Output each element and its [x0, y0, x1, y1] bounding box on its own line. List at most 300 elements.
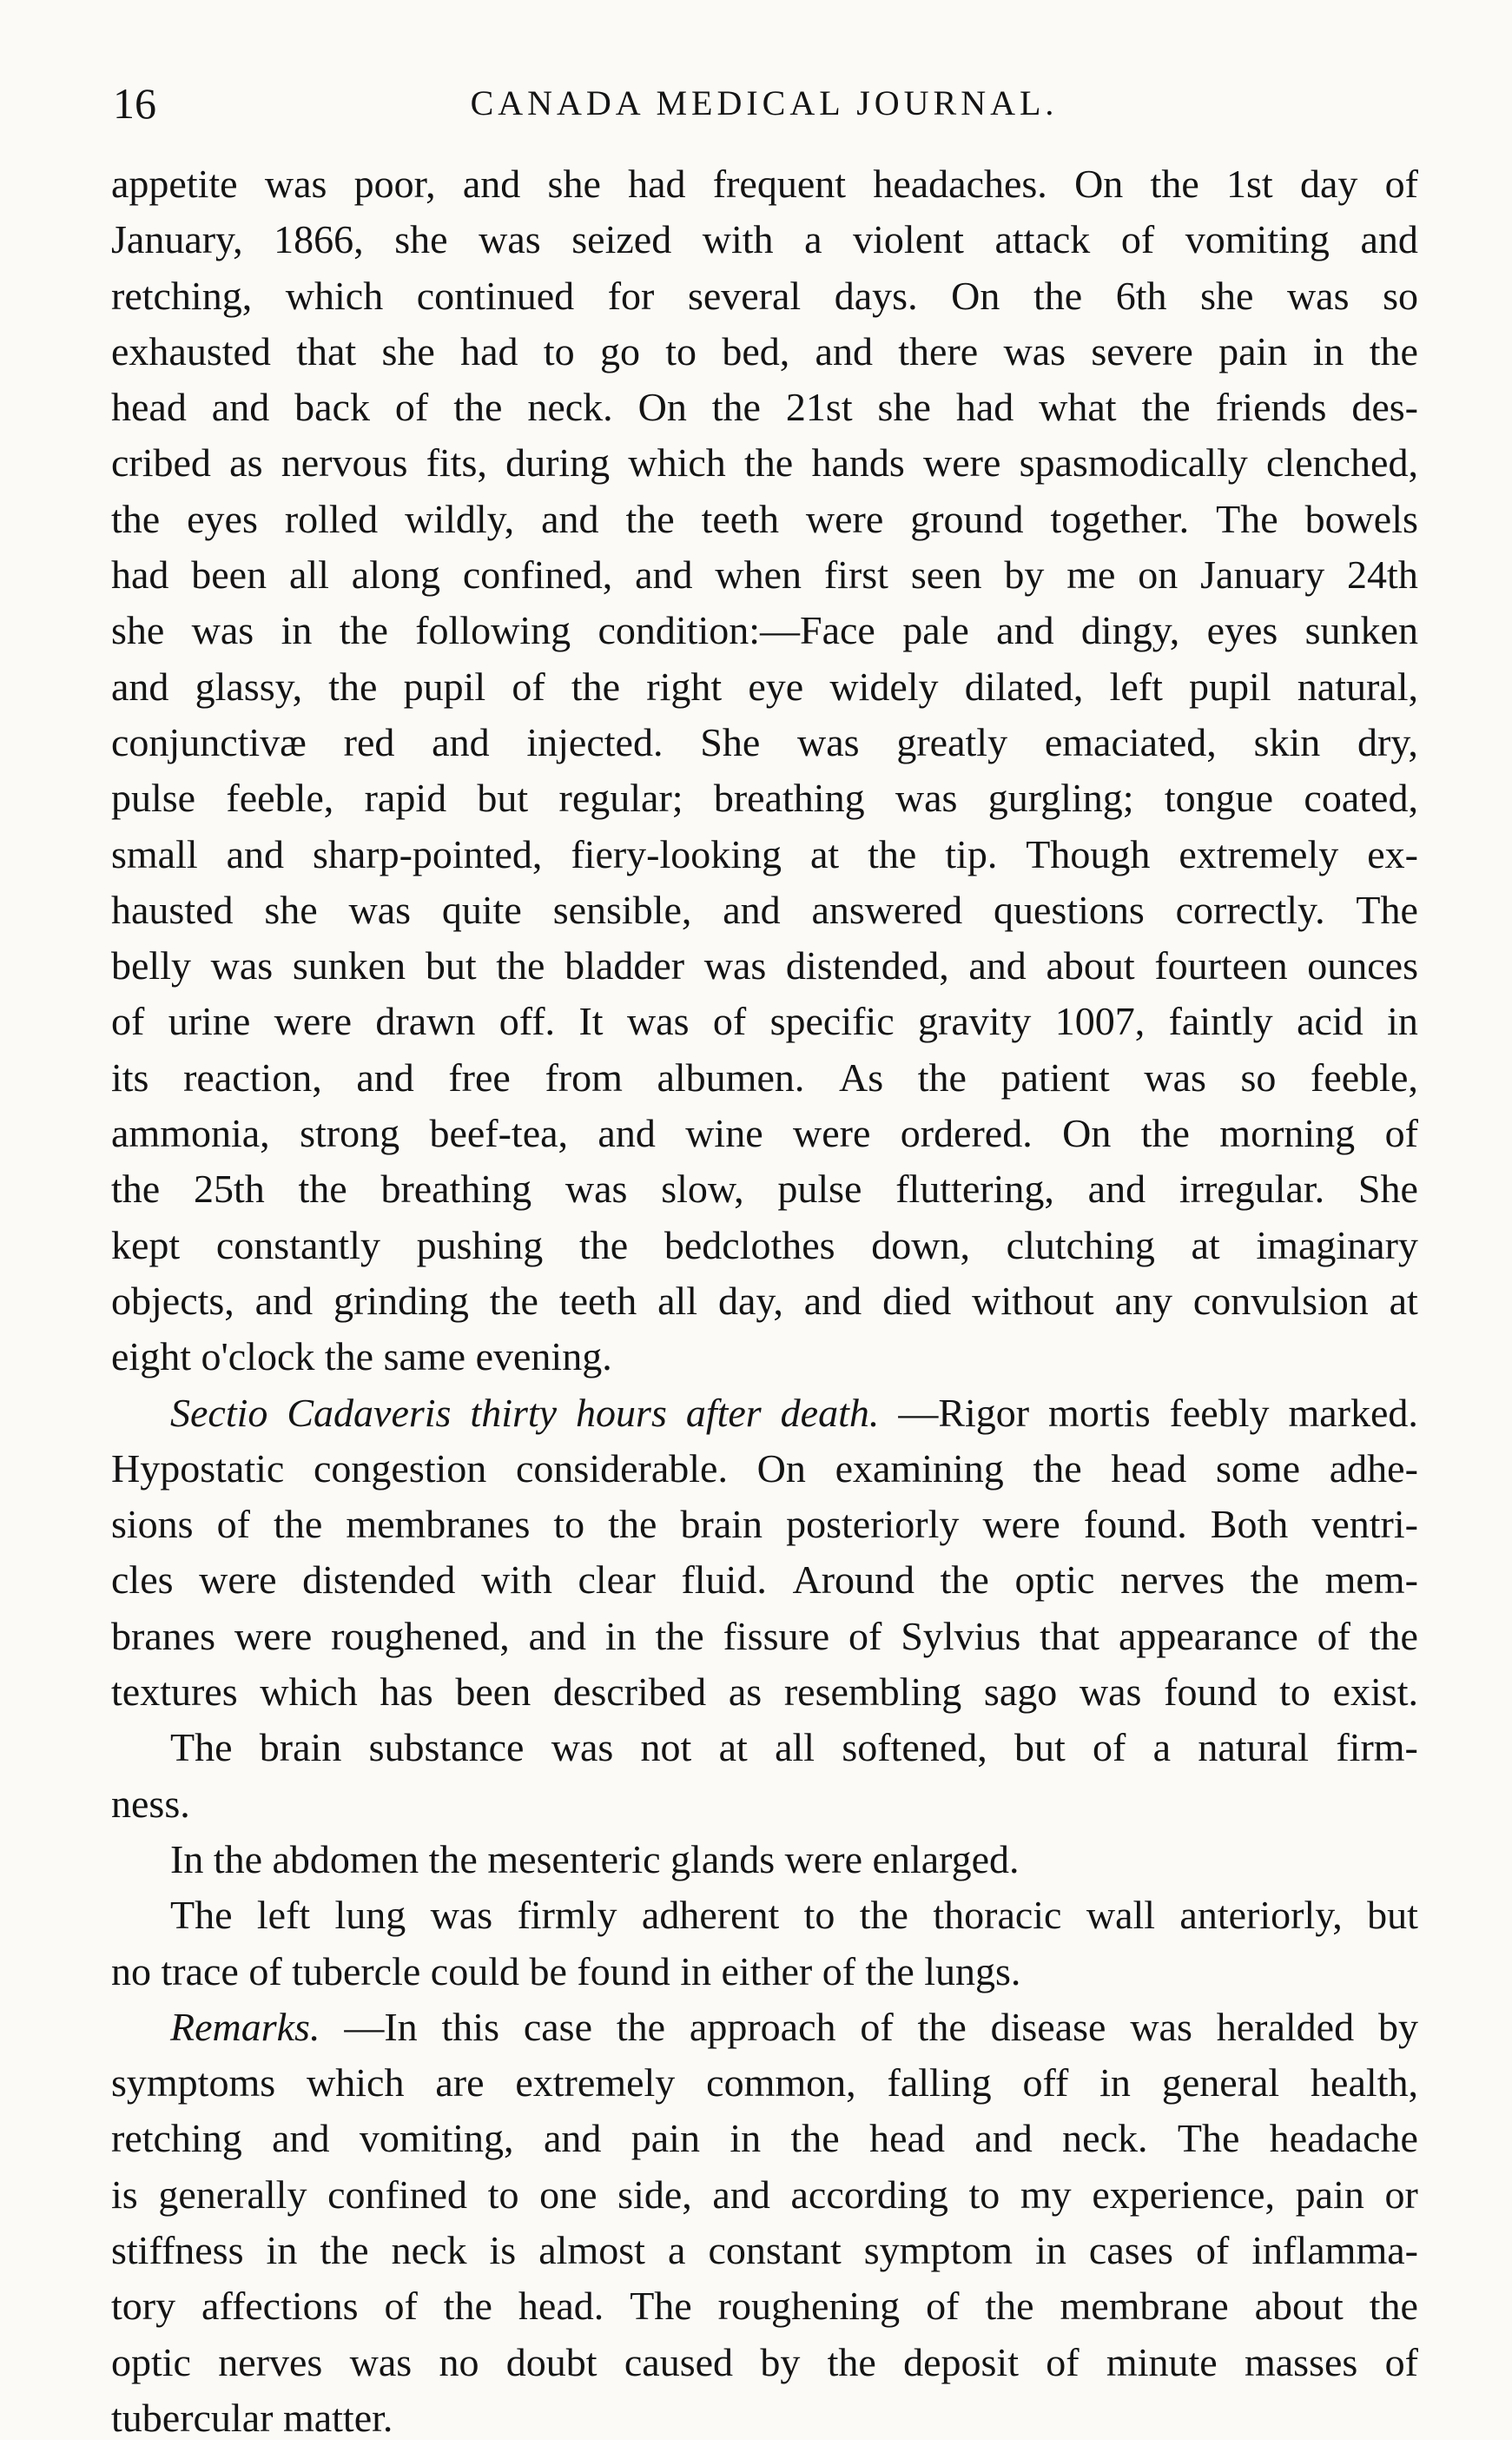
word: The [170, 1725, 233, 1770]
word: anteriorly, [1179, 1893, 1343, 1938]
word: in [1312, 328, 1344, 374]
word: feeble, [226, 776, 334, 821]
word: was [797, 719, 860, 764]
word: to [543, 328, 575, 374]
word: that [1040, 1613, 1100, 1658]
word: was [210, 943, 274, 988]
word: brain [259, 1725, 342, 1770]
word: the [790, 2116, 840, 2161]
word: symptom [863, 2227, 1014, 2272]
word: in [281, 608, 313, 653]
word: On [1074, 162, 1124, 206]
word: was [565, 1167, 628, 1212]
word: morning [1219, 1111, 1356, 1156]
word: wall [1086, 1893, 1156, 1938]
text-line [111, 1106, 1418, 1161]
text-line [111, 324, 1418, 380]
word: is [489, 2227, 517, 2272]
word: breathing [713, 776, 865, 821]
word: has [380, 1669, 433, 1715]
word: membranes [346, 1502, 531, 1547]
word: and [1087, 1167, 1146, 1212]
word: the [496, 943, 545, 988]
word: me [1066, 552, 1116, 598]
word: the [616, 2004, 666, 2049]
word: pulse [111, 776, 196, 821]
word: affections [201, 2284, 359, 2329]
word: about [1046, 943, 1135, 988]
word: she [381, 328, 435, 374]
word: the [274, 1502, 323, 1547]
word: right [646, 664, 723, 709]
word: masses [1244, 2339, 1358, 2384]
word: and [712, 2172, 770, 2217]
word: vomiting [1185, 217, 1330, 262]
word: the [744, 440, 794, 486]
word: headaches. [873, 162, 1047, 206]
word: belly [111, 943, 191, 988]
word: is [111, 2172, 138, 2217]
word: It [578, 999, 604, 1044]
word: teeth [558, 1278, 637, 1323]
text-line [111, 1218, 1418, 1273]
word: was [1144, 1054, 1206, 1100]
text-line [111, 827, 1418, 883]
word: disease [990, 2004, 1106, 2049]
word: the [320, 2227, 369, 2272]
word: textures [111, 1669, 238, 1715]
page-number: 16 [113, 79, 156, 128]
text-line [111, 2390, 1418, 2446]
word: and [635, 552, 693, 598]
word: and [528, 1613, 587, 1658]
word: sions [111, 1502, 194, 1547]
word: were [982, 1502, 1060, 1547]
text-run: In the abdomen the mesenteric glands were enlarged. [170, 1836, 1020, 1881]
word: the [625, 496, 675, 541]
word: in [604, 1613, 637, 1658]
text-line [111, 2055, 1418, 2111]
word: of [394, 385, 429, 430]
word: stiffness [111, 2227, 244, 2272]
word: pain [1295, 2172, 1364, 2217]
word: which [260, 1669, 358, 1715]
text-line [111, 770, 1418, 826]
word: ounces [1307, 943, 1418, 988]
word: and [543, 2116, 602, 2161]
word: bed, [722, 328, 790, 374]
text-line [111, 2335, 1418, 2390]
word: by [1377, 2004, 1418, 2049]
word: was [264, 162, 327, 206]
word: the [298, 1167, 347, 1212]
word: some [1215, 1445, 1301, 1491]
word: beef-tea, [429, 1111, 569, 1156]
word: had [111, 552, 169, 598]
word: at [1389, 1278, 1418, 1323]
word: were [793, 1111, 871, 1156]
word: 1st [1226, 162, 1273, 206]
text-line [111, 1609, 1418, 1664]
word: back [294, 385, 370, 430]
word: 6th [1115, 273, 1167, 318]
word: pushing [416, 1222, 544, 1267]
word: first [823, 552, 888, 598]
word: there [898, 328, 979, 374]
word: she [111, 608, 165, 653]
word: as [728, 1669, 763, 1715]
word: small [111, 831, 198, 876]
word: or [1384, 2172, 1418, 2217]
word: examining [835, 1445, 1004, 1491]
word: of [926, 2284, 960, 2329]
word: the [453, 385, 503, 430]
text-line [111, 212, 1418, 268]
word: the [1140, 1111, 1190, 1156]
word: day, [717, 1278, 783, 1323]
word: any [1114, 1278, 1172, 1323]
word: dingy, [1080, 608, 1180, 653]
word: softened, [842, 1725, 987, 1770]
word: thoracic [933, 1893, 1062, 1938]
word: according [790, 2172, 948, 2217]
word: the [328, 664, 378, 709]
word: she [394, 217, 448, 262]
text-line [111, 938, 1418, 994]
word: substance [368, 1725, 525, 1770]
word: ex- [1367, 831, 1418, 876]
word: injected. [526, 719, 664, 764]
text-line [111, 1832, 1418, 1887]
word: the [111, 1167, 161, 1212]
word: natural, [1297, 664, 1418, 709]
word: days. [834, 273, 918, 318]
word: lung [334, 1893, 406, 1938]
word: bowels [1304, 496, 1418, 541]
word: poor, [353, 162, 436, 206]
word: experience, [1092, 2172, 1276, 2217]
word: tongue [1164, 776, 1274, 821]
word: in [266, 2227, 298, 2272]
word: marked. [1288, 1390, 1418, 1435]
word: of [860, 2004, 894, 2049]
word: January, [111, 217, 243, 262]
word: were [923, 440, 1001, 486]
page-header [87, 73, 1442, 134]
word: sensible, [552, 887, 692, 932]
word: with [481, 1557, 552, 1603]
word: off [1022, 2060, 1069, 2106]
word: almost [538, 2227, 645, 2272]
word: As [839, 1054, 884, 1100]
word: of [384, 2284, 418, 2329]
text-line [111, 2000, 1418, 2055]
text-line [111, 715, 1418, 770]
word: pain [1218, 328, 1288, 374]
word: The [1177, 2116, 1240, 2161]
word: a [667, 2227, 686, 2272]
word: retching, [111, 273, 253, 318]
word: in [1099, 2060, 1131, 2106]
word: were [274, 999, 352, 1044]
word: clutching [1006, 1222, 1155, 1267]
word: hours [576, 1390, 667, 1435]
word: retching [111, 2116, 242, 2161]
text-run: ness. [111, 1781, 190, 1826]
word: was [348, 887, 412, 932]
word: 24th [1347, 552, 1418, 598]
word: at [1191, 1222, 1220, 1267]
word: was [349, 2339, 413, 2384]
word: of [1384, 162, 1418, 206]
word: and [723, 887, 781, 932]
word: left [1109, 664, 1163, 709]
word: slow, [661, 1167, 744, 1212]
word: to [968, 2172, 1000, 2217]
word: fits, [426, 440, 487, 486]
word: of [216, 1502, 250, 1547]
word: resembling [783, 1669, 962, 1715]
word: greatly [896, 719, 1008, 764]
word: without [972, 1278, 1094, 1323]
word: violent [853, 217, 964, 262]
word: was [551, 1725, 614, 1770]
word: been [455, 1669, 532, 1715]
word: the [443, 2284, 492, 2329]
word: with [702, 217, 774, 262]
word: continued [416, 273, 575, 318]
word: answered [811, 887, 963, 932]
text-run: eight o'clock the same evening. [111, 1334, 612, 1379]
text-line [111, 1720, 1418, 1775]
word: Sectio [170, 1390, 268, 1435]
word: imaginary [1256, 1222, 1418, 1267]
word: fiery-looking [571, 831, 782, 876]
word: dry, [1357, 719, 1418, 764]
text-line [111, 1887, 1418, 1943]
word: sunken [1304, 608, 1418, 653]
word: been [191, 552, 267, 598]
word: kept [111, 1222, 181, 1267]
word: to [1279, 1669, 1311, 1715]
text-line [111, 492, 1418, 547]
word: irregular. [1179, 1167, 1325, 1212]
word: and [226, 831, 285, 876]
word: the [711, 385, 761, 430]
word: correctly. [1175, 887, 1325, 932]
word: doubt [505, 2339, 598, 2384]
word: acid [1297, 999, 1363, 1044]
word: when [715, 552, 802, 598]
word: sharp-pointed, [312, 831, 543, 876]
word: had [955, 385, 1014, 430]
text-line [111, 1050, 1418, 1106]
word: clenched, [1266, 440, 1418, 486]
word: teeth [701, 496, 779, 541]
word: at [810, 831, 840, 876]
word: cles [111, 1557, 174, 1603]
word: nerves [218, 2339, 323, 2384]
word: Though [1026, 831, 1151, 876]
word: condition:—Face [598, 608, 875, 653]
word: On [1062, 1111, 1112, 1156]
word: and [996, 608, 1054, 653]
word: several [687, 273, 802, 318]
word: congestion [314, 1445, 487, 1491]
word: neck. [1062, 2116, 1148, 2161]
word: hausted [111, 887, 234, 932]
word: head [869, 2116, 945, 2161]
word: optic [111, 2339, 191, 2384]
word: and [803, 1278, 862, 1323]
word: 21st [785, 385, 853, 430]
word: had [460, 328, 518, 374]
word: as [229, 440, 263, 486]
text-run: no trace of tubercle could be found in either of the lungs. [111, 1948, 1021, 1993]
word: considerable. [516, 1445, 728, 1491]
word: grinding [333, 1278, 469, 1323]
word: gurgling; [987, 776, 1134, 821]
word: natural [1198, 1725, 1310, 1770]
text-line [111, 435, 1418, 491]
word: was [895, 776, 958, 821]
text-line [111, 659, 1418, 715]
word: Hypostatic [111, 1445, 285, 1491]
word: not [640, 1725, 692, 1770]
word: found. [1083, 1502, 1187, 1547]
word: but [477, 776, 529, 821]
word: and [356, 1054, 414, 1100]
word: mem- [1324, 1557, 1418, 1603]
word: its [111, 1054, 149, 1100]
word: was [479, 217, 541, 262]
word: for [607, 273, 655, 318]
word: of [848, 1613, 882, 1658]
word: had [628, 162, 686, 206]
word: spasmodically [1019, 440, 1248, 486]
word: appearance [1118, 1613, 1298, 1658]
word: Both [1210, 1502, 1289, 1547]
text-line [111, 603, 1418, 658]
word: roughening [717, 2284, 901, 2329]
text-line [111, 1385, 1418, 1441]
word: in [1387, 999, 1418, 1044]
word: the [1141, 385, 1191, 430]
word: the [571, 664, 621, 709]
word: all [775, 1725, 815, 1770]
word: quite [441, 887, 522, 932]
word: widely [829, 664, 939, 709]
word: the [339, 608, 388, 653]
word: patient [1000, 1054, 1110, 1100]
word: On [951, 273, 1000, 318]
word: —In [344, 2004, 418, 2049]
word: to [553, 1502, 585, 1547]
word: coated, [1304, 776, 1418, 821]
word: breathing [380, 1167, 532, 1212]
word: at [718, 1725, 748, 1770]
word: and [968, 943, 1027, 988]
word: the [1033, 273, 1083, 318]
word: a [804, 217, 822, 262]
word: were [234, 1613, 313, 1658]
word: seen [910, 552, 982, 598]
word: sago [983, 1669, 1058, 1715]
word: during [505, 440, 611, 486]
word: side, [617, 2172, 692, 2217]
word: extremely [515, 2060, 676, 2106]
word: which [628, 440, 726, 486]
word: vomiting, [359, 2116, 514, 2161]
word: specific [769, 999, 895, 1044]
word: frequent [712, 162, 847, 206]
word: case [523, 2004, 592, 2049]
word: 1007, [1054, 999, 1146, 1044]
word: and [432, 719, 490, 764]
word: ammonia, [111, 1111, 270, 1156]
word: in [730, 2116, 762, 2161]
word: urine [168, 999, 251, 1044]
word: firmly [517, 1893, 617, 1938]
text-line [111, 2278, 1418, 2334]
word: of [1046, 2339, 1080, 2384]
word: cribed [111, 440, 211, 486]
word: the [1250, 1557, 1299, 1603]
word: the [917, 1054, 967, 1100]
word: The [1216, 496, 1278, 541]
word: Sylvius [901, 1613, 1021, 1658]
word: that [296, 328, 357, 374]
word: roughened, [331, 1613, 510, 1658]
word: 25th [193, 1167, 265, 1212]
word: after [685, 1390, 762, 1435]
word: fissure [723, 1613, 830, 1658]
word: in [1035, 2227, 1066, 2272]
word: of [512, 664, 545, 709]
text-line [111, 2223, 1418, 2278]
word: to [487, 2172, 519, 2217]
word: which [285, 273, 384, 318]
article-body [111, 156, 1418, 2446]
word: confined [327, 2172, 468, 2217]
text-line [111, 994, 1418, 1049]
text-line [111, 156, 1418, 212]
word: and [211, 385, 270, 430]
word: des- [1351, 385, 1418, 430]
word: minute [1106, 2339, 1218, 2384]
word: caused [624, 2339, 734, 2384]
text-line [111, 2167, 1418, 2223]
word: the [985, 2284, 1034, 2329]
text-line [111, 1161, 1418, 1217]
word: posteriorly [786, 1502, 960, 1547]
word: objects, [111, 1278, 234, 1323]
word: but [1367, 1893, 1418, 1938]
word: of [1317, 1613, 1350, 1658]
word: pupil [403, 664, 486, 709]
word: the [1369, 2284, 1418, 2329]
word: wine [685, 1111, 763, 1156]
word: go [599, 328, 640, 374]
word: adhe- [1329, 1445, 1418, 1491]
word: questions [994, 887, 1145, 932]
word: ventri- [1311, 1502, 1418, 1547]
text-line [111, 1497, 1418, 1552]
word: my [1020, 2172, 1072, 2217]
word: neck. [527, 385, 613, 430]
word: was [1003, 328, 1066, 374]
text-line [111, 1776, 1418, 1832]
